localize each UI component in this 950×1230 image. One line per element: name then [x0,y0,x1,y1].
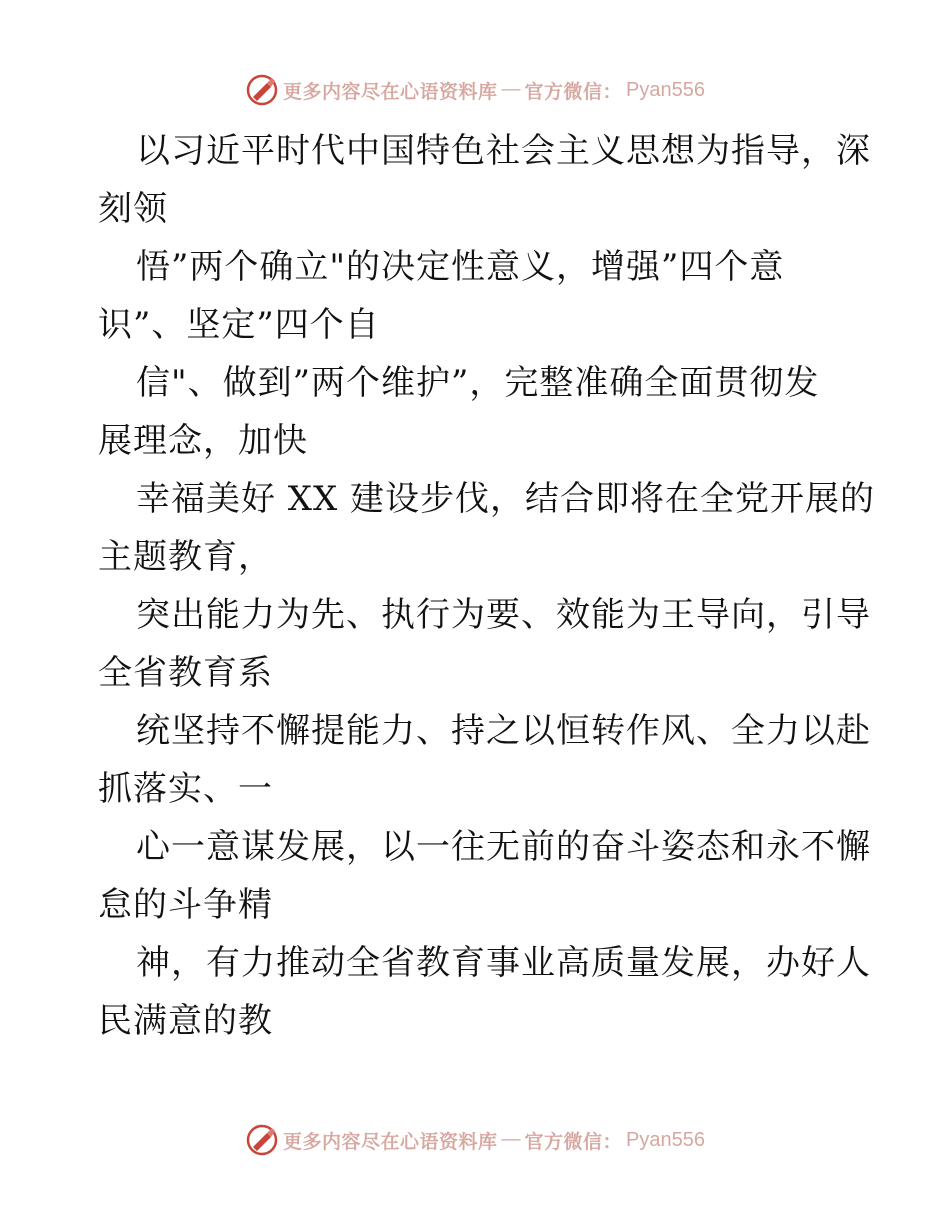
watermark-wechat-label: 官方微信： [524,1130,623,1153]
body-line: 突出能力为先、执行为要、效能为王导向，引导 [136,595,871,635]
body-line: 主题教育， [98,537,273,577]
watermark-text: 更多内容尽在心语资料库 [283,80,498,103]
body-line: 怠的斗争精 [98,885,273,925]
body-line: 统坚持不懈提能力、持之以恒转作风、全力以赴 [136,711,871,751]
watermark-separator: — [501,79,521,100]
pen-nib-logo-icon [245,1123,279,1157]
body-line: 刻领 [98,189,168,229]
document-body [98,122,876,1050]
body-line: 幸福美好 XX 建设步伐，结合即将在全党开展的 [136,479,876,519]
header-watermark [0,70,950,110]
body-line: 以习近平时代中国特色社会主义思想为指导，深 [136,131,871,171]
body-line: 抓落实、一 [98,769,273,809]
body-line: 全省教育系 [98,653,273,693]
body-line: 信"、做到”两个维护”，完整准确全面贯彻发 [136,363,820,403]
watermark-text: 更多内容尽在心语资料库 [283,1130,498,1153]
watermark-separator: — [501,1129,521,1150]
body-line: 悟”两个确立"的决定性意义，增强”四个意 [136,247,785,287]
body-line: 识”、坚定”四个自 [98,305,380,345]
body-line: 展理念，加快 [98,421,308,461]
footer-watermark [0,1120,950,1160]
body-line: 民满意的教 [98,1001,273,1041]
pen-nib-logo-icon [245,73,279,107]
watermark-wechat-label: 官方微信： [524,80,623,103]
watermark-wechat-id: Pyan556 [626,1128,705,1151]
watermark-wechat-id: Pyan556 [626,78,705,101]
body-line: 神，有力推动全省教育事业高质量发展，办好人 [136,943,871,983]
body-line: 心一意谋发展，以一往无前的奋斗姿态和永不懈 [136,827,871,867]
